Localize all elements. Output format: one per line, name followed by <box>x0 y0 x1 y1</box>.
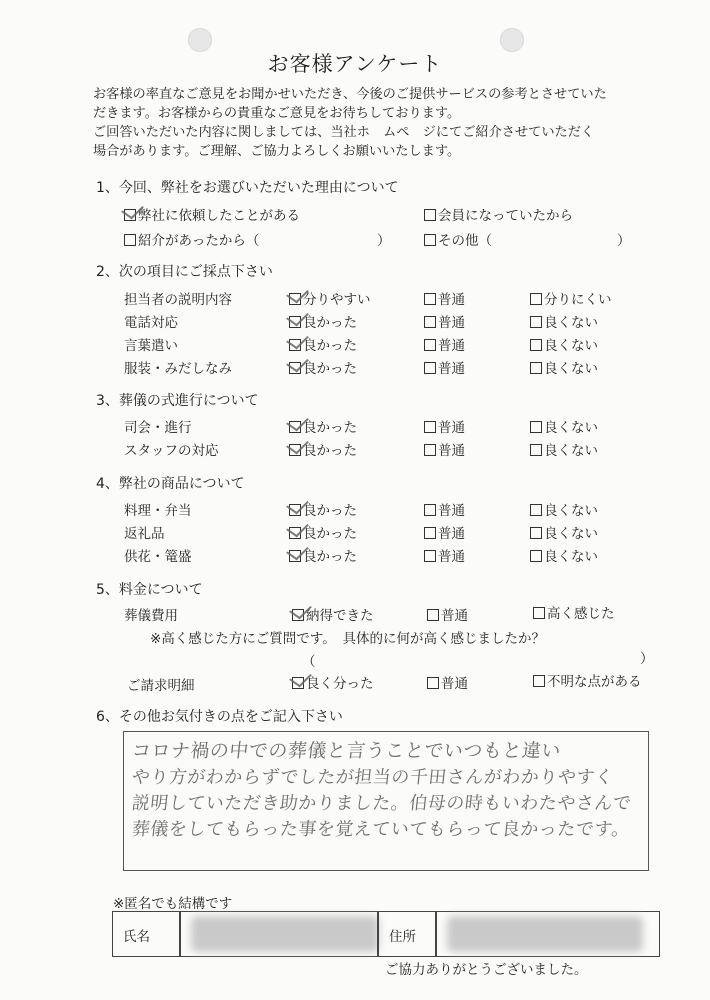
checkbox[interactable] <box>424 421 436 433</box>
option-label: 良かった <box>303 361 357 377</box>
option-label: 普通 <box>441 676 468 692</box>
option-label: 良く分った <box>306 676 374 692</box>
checkbox[interactable] <box>424 293 436 305</box>
q4-title: 4、弊社の商品について <box>96 476 245 492</box>
checkbox-checked[interactable] <box>289 504 301 516</box>
checkbox[interactable] <box>530 444 542 456</box>
checkbox-checked[interactable] <box>289 293 301 305</box>
option-label: 良くない <box>544 420 598 436</box>
checkbox[interactable] <box>424 339 436 351</box>
q1-title: 1、今回、弊社をお選びいただいた理由について <box>96 180 399 196</box>
checkbox-checked[interactable] <box>292 609 304 621</box>
q5-row-a[interactable] <box>292 604 374 624</box>
q5-row-b[interactable] <box>427 672 468 692</box>
option-label: 良くない <box>544 338 598 354</box>
q3-row-c[interactable] <box>530 416 598 436</box>
option-label: 紹介があったから（ <box>138 233 260 249</box>
q3-row-a[interactable] <box>289 416 357 436</box>
option-label: 普通 <box>438 338 465 354</box>
option-label: 良かった <box>303 420 357 436</box>
q3-row-c[interactable] <box>530 439 598 459</box>
q4-row-c[interactable] <box>530 522 598 542</box>
q3-row-label: 司会・進行 <box>124 420 192 436</box>
q1-option-4[interactable] <box>424 229 492 249</box>
q4-row-b[interactable] <box>424 499 465 519</box>
address-field-redacted[interactable] <box>447 916 643 952</box>
q5-paren-close: ） <box>640 651 654 667</box>
q2-row-a[interactable] <box>289 288 371 308</box>
intro-line: ご回答いただいた内容に関しましては、当社ホ ムペ ジにてご紹介させていただく <box>93 125 595 140</box>
q5-row-c[interactable] <box>533 670 642 690</box>
option-label: 良くない <box>544 549 598 565</box>
checkbox-checked[interactable] <box>289 362 301 374</box>
q1-option-3-close: ） <box>377 233 391 249</box>
option-label: 良くない <box>544 361 598 377</box>
handwritten-line: やり方がわからずでしたが担当の千田さんがわかりやすく <box>130 767 615 788</box>
divider <box>377 912 379 956</box>
q2-row-label: 言葉遣い <box>124 338 178 354</box>
intro-line: だきます。お客様からの貴重なご意見をお待ちしております。 <box>93 106 461 121</box>
checkbox-checked[interactable] <box>289 527 301 539</box>
q6-title: 6、その他お気付きの点をご記入下さい <box>96 709 343 725</box>
name-address-table <box>112 911 660 957</box>
option-label: 良かった <box>303 503 357 519</box>
checkbox-checked[interactable] <box>289 316 301 328</box>
q3-row-label: スタッフの対応 <box>124 443 219 459</box>
checkbox[interactable] <box>424 444 436 456</box>
q2-row-c[interactable] <box>530 311 598 331</box>
address-label: 住所 <box>389 929 416 945</box>
checkbox-checked[interactable] <box>289 339 301 351</box>
q5-note: ※高く感じた方にご質問です。 具体的に何が高く感じましたか？ <box>150 631 545 647</box>
q2-row-c[interactable] <box>530 334 598 354</box>
q4-row-a[interactable] <box>289 499 357 519</box>
option-label: 納得できた <box>306 608 374 624</box>
option-label: 普通 <box>438 549 465 565</box>
handwritten-line: コロナ禍の中での葬儀と言うことでいつもと違い <box>130 740 563 762</box>
q3-row-b[interactable] <box>424 439 465 459</box>
q2-row-c[interactable] <box>530 288 612 308</box>
option-label: 普通 <box>438 443 465 459</box>
checkbox[interactable] <box>533 675 545 687</box>
option-label: 高く感じた <box>547 606 615 622</box>
q4-row-a[interactable] <box>289 522 357 542</box>
checkbox-checked[interactable] <box>289 444 301 456</box>
checkbox[interactable] <box>530 421 542 433</box>
q4-row-c[interactable] <box>530 499 598 519</box>
checkbox[interactable] <box>424 504 436 516</box>
option-label: 会員になっていたから <box>438 208 573 224</box>
q1-option-3[interactable] <box>124 229 259 249</box>
checkbox-checked[interactable] <box>124 209 136 221</box>
q4-row-b[interactable] <box>424 522 465 542</box>
checkbox[interactable] <box>424 316 436 328</box>
q4-row-label: 料理・弁当 <box>124 503 192 519</box>
q4-row-b[interactable] <box>424 545 465 565</box>
handwritten-line: 説明していただき助かりました。伯母の時もいわたやさんで <box>130 793 633 814</box>
checkbox[interactable] <box>427 609 439 621</box>
option-label: 良かった <box>303 338 357 354</box>
q5-row-b[interactable] <box>427 604 468 624</box>
option-label: 良かった <box>303 443 357 459</box>
option-label: その他（ <box>438 233 492 249</box>
q2-row-a[interactable] <box>289 334 357 354</box>
q5-paren-open: （ <box>302 654 316 670</box>
option-label: 普通 <box>438 361 465 377</box>
option-label: 良くない <box>544 443 598 459</box>
q1-option-1[interactable] <box>124 204 300 224</box>
checkbox[interactable] <box>530 339 542 351</box>
checkbox[interactable] <box>530 504 542 516</box>
checkbox[interactable] <box>530 527 542 539</box>
option-label: 普通 <box>441 608 468 624</box>
checkbox[interactable] <box>124 234 136 246</box>
q2-title: 2、次の項目にご採点下さい <box>96 264 273 280</box>
q2-row-b[interactable] <box>424 288 465 308</box>
q3-row-a[interactable] <box>289 439 357 459</box>
option-label: 良かった <box>303 526 357 542</box>
checkbox[interactable] <box>530 550 542 562</box>
checkbox[interactable] <box>424 234 436 246</box>
q2-row-c[interactable] <box>530 357 598 377</box>
q1-option-4-close: ） <box>617 233 631 249</box>
q4-row-a[interactable] <box>289 545 357 565</box>
thanks-message: ご協力ありがとうございました。 <box>385 962 588 978</box>
option-label: 普通 <box>438 315 465 331</box>
q5-row-a[interactable] <box>292 672 374 692</box>
intro-line: 場合があります。ご理解、ご協力よろしくお願いいたします。 <box>93 144 461 159</box>
q2-row-b[interactable] <box>424 334 465 354</box>
option-label: 普通 <box>438 526 465 542</box>
option-label: 不明な点がある <box>547 674 642 690</box>
checkbox[interactable] <box>424 362 436 374</box>
checkbox[interactable] <box>424 209 436 221</box>
q4-row-c[interactable] <box>530 545 598 565</box>
name-field-redacted[interactable] <box>191 916 379 952</box>
q2-row-b[interactable] <box>424 311 465 331</box>
handwritten-line: 葬儀をしてもらった事を覚えていてもらって良かったです。 <box>130 819 632 840</box>
intro-text <box>93 85 653 161</box>
checkbox[interactable] <box>533 607 545 619</box>
checkbox[interactable] <box>427 677 439 689</box>
q2-row-label: 電話対応 <box>124 315 178 331</box>
name-label: 氏名 <box>123 929 150 945</box>
option-label: 良かった <box>303 315 357 331</box>
q4-row-label: 供花・篭盛 <box>124 549 192 565</box>
checkbox[interactable] <box>424 527 436 539</box>
option-label: 良くない <box>544 503 598 519</box>
checkbox-checked[interactable] <box>292 677 304 689</box>
q2-row-a[interactable] <box>289 311 357 331</box>
q2-row-b[interactable] <box>424 357 465 377</box>
q5-row-c[interactable] <box>533 602 615 622</box>
option-label: 分りやすい <box>303 292 371 308</box>
option-label: 普通 <box>438 292 465 308</box>
option-label: 弊社に依頼したことがある <box>138 208 300 224</box>
q3-row-b[interactable] <box>424 416 465 436</box>
page-title: お客様アンケート <box>267 52 443 76</box>
anonymous-note: ※匿名でも結構です <box>113 896 233 912</box>
option-label: 良かった <box>303 549 357 565</box>
checkbox[interactable] <box>530 293 542 305</box>
checkbox[interactable] <box>530 316 542 328</box>
option-label: 良くない <box>544 315 598 331</box>
q5-title: 5、料金について <box>96 582 203 598</box>
q5-row-label: ご請求明細 <box>127 678 195 694</box>
checkbox-checked[interactable] <box>289 550 301 562</box>
option-label: 普通 <box>438 420 465 436</box>
q4-row-label: 返礼品 <box>124 526 165 542</box>
checkbox[interactable] <box>424 550 436 562</box>
q2-row-label: 服装・みだしなみ <box>124 361 232 377</box>
checkbox-checked[interactable] <box>289 421 301 433</box>
option-label: 普通 <box>438 503 465 519</box>
q5-row-label: 葬儀費用 <box>124 608 178 624</box>
intro-line: お客様の率直なご意見をお聞かせいただき、今後のご提供サービスの参考とさせていた <box>93 87 607 102</box>
divider <box>435 912 437 956</box>
option-label: 分りにくい <box>544 292 612 308</box>
divider <box>179 912 181 956</box>
q2-row-a[interactable] <box>289 357 357 377</box>
q2-row-label: 担当者の説明内容 <box>124 292 232 308</box>
option-label: 良くない <box>544 526 598 542</box>
checkbox[interactable] <box>530 362 542 374</box>
q1-option-2[interactable] <box>424 204 573 224</box>
q3-title: 3、葬儀の式進行について <box>96 393 259 409</box>
